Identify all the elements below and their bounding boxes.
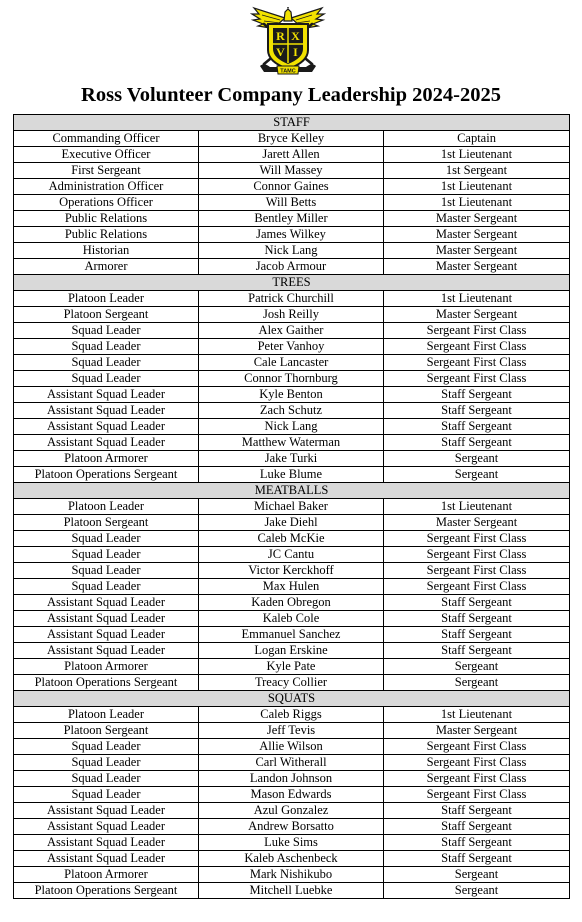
table-row	[14, 643, 570, 659]
rank-cell: Staff Sergeant	[384, 835, 570, 851]
position-cell: Squad Leader	[14, 371, 199, 387]
name-cell: Azul Gonzalez	[199, 803, 384, 819]
name-cell: Bryce Kelley	[199, 131, 384, 147]
name-cell: Connor Gaines	[199, 179, 384, 195]
rank-cell: Staff Sergeant	[384, 387, 570, 403]
name-cell: Zach Schutz	[199, 403, 384, 419]
section-title: STAFF	[14, 115, 570, 131]
position-cell: Assistant Squad Leader	[14, 835, 199, 851]
name-cell: Alex Gaither	[199, 323, 384, 339]
table-row	[14, 851, 570, 867]
position-cell: Commanding Officer	[14, 131, 199, 147]
table-row	[14, 371, 570, 387]
rank-cell: Sergeant First Class	[384, 787, 570, 803]
table-row	[14, 291, 570, 307]
rank-cell: 1st Lieutenant	[384, 499, 570, 515]
name-cell: Jacob Armour	[199, 259, 384, 275]
name-cell: Jeff Tevis	[199, 723, 384, 739]
position-cell: First Sergeant	[14, 163, 199, 179]
table-row	[14, 515, 570, 531]
position-cell: Assistant Squad Leader	[14, 643, 199, 659]
table-row	[14, 339, 570, 355]
position-cell: Squad Leader	[14, 563, 199, 579]
section-title: TREES	[14, 275, 570, 291]
position-cell: Platoon Sergeant	[14, 307, 199, 323]
table-row	[14, 835, 570, 851]
rank-cell: Sergeant First Class	[384, 531, 570, 547]
rank-cell: Staff Sergeant	[384, 403, 570, 419]
name-cell: Jarett Allen	[199, 147, 384, 163]
position-cell: Squad Leader	[14, 739, 199, 755]
position-cell: Assistant Squad Leader	[14, 387, 199, 403]
table-row	[14, 595, 570, 611]
name-cell: Jake Diehl	[199, 515, 384, 531]
name-cell: Logan Erskine	[199, 643, 384, 659]
table-row	[14, 403, 570, 419]
rank-cell: Master Sergeant	[384, 227, 570, 243]
position-cell: Executive Officer	[14, 147, 199, 163]
rank-cell: 1st Lieutenant	[384, 291, 570, 307]
table-row	[14, 195, 570, 211]
rank-cell: Sergeant	[384, 883, 570, 899]
rank-cell: Sergeant First Class	[384, 355, 570, 371]
position-cell: Assistant Squad Leader	[14, 595, 199, 611]
rank-cell: Sergeant	[384, 675, 570, 691]
table-row	[14, 563, 570, 579]
table-row	[14, 355, 570, 371]
table-row	[14, 531, 570, 547]
table-row	[14, 387, 570, 403]
name-cell: Landon Johnson	[199, 771, 384, 787]
position-cell: Platoon Operations Sergeant	[14, 883, 199, 899]
rank-cell: Staff Sergeant	[384, 595, 570, 611]
name-cell: Jake Turki	[199, 451, 384, 467]
table-row	[14, 131, 570, 147]
name-cell: Nick Lang	[199, 243, 384, 259]
rank-cell: Sergeant First Class	[384, 739, 570, 755]
position-cell: Platoon Leader	[14, 707, 199, 723]
name-cell: Matthew Waterman	[199, 435, 384, 451]
name-cell: Luke Sims	[199, 835, 384, 851]
rank-cell: Sergeant	[384, 659, 570, 675]
crest-ribbon-text: TAMC	[280, 68, 296, 75]
position-cell: Assistant Squad Leader	[14, 419, 199, 435]
rank-cell: 1st Lieutenant	[384, 179, 570, 195]
name-cell: Kaden Obregon	[199, 595, 384, 611]
position-cell: Platoon Leader	[14, 499, 199, 515]
table-row	[14, 227, 570, 243]
name-cell: Victor Kerckhoff	[199, 563, 384, 579]
name-cell: Carl Witherall	[199, 755, 384, 771]
position-cell: Operations Officer	[14, 195, 199, 211]
table-row	[14, 211, 570, 227]
table-row	[14, 307, 570, 323]
position-cell: Squad Leader	[14, 787, 199, 803]
rank-cell: 1st Lieutenant	[384, 707, 570, 723]
rank-cell: Sergeant First Class	[384, 323, 570, 339]
table-row	[14, 499, 570, 515]
table-row	[14, 467, 570, 483]
page-title: Ross Volunteer Company Leadership 2024-2025	[81, 84, 501, 106]
rank-cell: Sergeant First Class	[384, 579, 570, 595]
name-cell: James Wilkey	[199, 227, 384, 243]
position-cell: Historian	[14, 243, 199, 259]
position-cell: Platoon Leader	[14, 291, 199, 307]
position-cell: Assistant Squad Leader	[14, 611, 199, 627]
name-cell: Will Massey	[199, 163, 384, 179]
rank-cell: Staff Sergeant	[384, 419, 570, 435]
table-row	[14, 243, 570, 259]
name-cell: Connor Thornburg	[199, 371, 384, 387]
name-cell: Max Hulen	[199, 579, 384, 595]
rank-cell: Sergeant	[384, 467, 570, 483]
name-cell: Andrew Borsatto	[199, 819, 384, 835]
position-cell: Platoon Operations Sergeant	[14, 467, 199, 483]
table-row	[14, 867, 570, 883]
position-cell: Platoon Operations Sergeant	[14, 675, 199, 691]
rank-cell: Staff Sergeant	[384, 803, 570, 819]
name-cell: Mitchell Luebke	[199, 883, 384, 899]
table-row	[14, 419, 570, 435]
rank-cell: Sergeant	[384, 867, 570, 883]
name-cell: Josh Reilly	[199, 307, 384, 323]
position-cell: Administration Officer	[14, 179, 199, 195]
position-cell: Squad Leader	[14, 755, 199, 771]
table-row	[14, 723, 570, 739]
position-cell: Assistant Squad Leader	[14, 403, 199, 419]
rank-cell: Master Sergeant	[384, 211, 570, 227]
table-row	[14, 883, 570, 899]
ross-volunteers-crest-logo	[250, 6, 326, 76]
table-row	[14, 787, 570, 803]
rank-cell: Sergeant First Class	[384, 755, 570, 771]
name-cell: Allie Wilson	[199, 739, 384, 755]
section-header-meatballs	[14, 483, 570, 499]
table-row	[14, 675, 570, 691]
table-row	[14, 627, 570, 643]
position-cell: Public Relations	[14, 211, 199, 227]
section-header-staff	[14, 115, 570, 131]
name-cell: JC Cantu	[199, 547, 384, 563]
name-cell: Will Betts	[199, 195, 384, 211]
rank-cell: Master Sergeant	[384, 723, 570, 739]
section-header-squats	[14, 691, 570, 707]
leadership-table	[13, 114, 570, 899]
position-cell: Squad Leader	[14, 771, 199, 787]
table-row	[14, 803, 570, 819]
table-row	[14, 547, 570, 563]
rank-cell: 1st Lieutenant	[384, 147, 570, 163]
table-row	[14, 179, 570, 195]
position-cell: Squad Leader	[14, 547, 199, 563]
position-cell: Squad Leader	[14, 531, 199, 547]
name-cell: Patrick Churchill	[199, 291, 384, 307]
name-cell: Emmanuel Sanchez	[199, 627, 384, 643]
name-cell: Cale Lancaster	[199, 355, 384, 371]
rank-cell: Staff Sergeant	[384, 627, 570, 643]
rank-cell: Master Sergeant	[384, 307, 570, 323]
position-cell: Squad Leader	[14, 323, 199, 339]
rank-cell: Sergeant First Class	[384, 339, 570, 355]
name-cell: Kyle Pate	[199, 659, 384, 675]
position-cell: Platoon Armorer	[14, 451, 199, 467]
table-row	[14, 739, 570, 755]
table-row	[14, 259, 570, 275]
eagle-head-icon	[284, 9, 292, 21]
table-row	[14, 579, 570, 595]
position-cell: Platoon Sergeant	[14, 515, 199, 531]
name-cell: Michael Baker	[199, 499, 384, 515]
name-cell: Luke Blume	[199, 467, 384, 483]
name-cell: Kaleb Aschenbeck	[199, 851, 384, 867]
table-row	[14, 707, 570, 723]
position-cell: Assistant Squad Leader	[14, 803, 199, 819]
section-header-trees	[14, 275, 570, 291]
rank-cell: Staff Sergeant	[384, 819, 570, 835]
position-cell: Public Relations	[14, 227, 199, 243]
table-row	[14, 771, 570, 787]
position-cell: Assistant Squad Leader	[14, 627, 199, 643]
name-cell: Kyle Benton	[199, 387, 384, 403]
name-cell: Kaleb Cole	[199, 611, 384, 627]
table-row	[14, 163, 570, 179]
position-cell: Armorer	[14, 259, 199, 275]
rank-cell: Sergeant First Class	[384, 371, 570, 387]
rank-cell: Staff Sergeant	[384, 643, 570, 659]
rank-cell: Staff Sergeant	[384, 851, 570, 867]
rank-cell: Staff Sergeant	[384, 435, 570, 451]
rank-cell: 1st Lieutenant	[384, 195, 570, 211]
table-row	[14, 435, 570, 451]
rank-cell: 1st Sergeant	[384, 163, 570, 179]
position-cell: Assistant Squad Leader	[14, 819, 199, 835]
rank-cell: Sergeant	[384, 451, 570, 467]
name-cell: Peter Vanhoy	[199, 339, 384, 355]
rank-cell: Sergeant First Class	[384, 547, 570, 563]
table-row	[14, 323, 570, 339]
position-cell: Squad Leader	[14, 339, 199, 355]
section-title: SQUATS	[14, 691, 570, 707]
crest-letter-i: I	[293, 45, 298, 59]
position-cell: Assistant Squad Leader	[14, 435, 199, 451]
table-row	[14, 659, 570, 675]
table-row	[14, 451, 570, 467]
position-cell: Platoon Sergeant	[14, 723, 199, 739]
name-cell: Caleb McKie	[199, 531, 384, 547]
crest-letter-v: V	[276, 45, 285, 59]
name-cell: Mason Edwards	[199, 787, 384, 803]
rank-cell: Master Sergeant	[384, 515, 570, 531]
rank-cell: Master Sergeant	[384, 259, 570, 275]
name-cell: Bentley Miller	[199, 211, 384, 227]
rank-cell: Sergeant First Class	[384, 771, 570, 787]
table-row	[14, 147, 570, 163]
position-cell: Squad Leader	[14, 579, 199, 595]
crest-letter-x: X	[291, 29, 300, 43]
position-cell: Platoon Armorer	[14, 867, 199, 883]
rank-cell: Captain	[384, 131, 570, 147]
table-row	[14, 819, 570, 835]
position-cell: Assistant Squad Leader	[14, 851, 199, 867]
section-title: MEATBALLS	[14, 483, 570, 499]
table-row	[14, 611, 570, 627]
name-cell: Nick Lang	[199, 419, 384, 435]
name-cell: Treacy Collier	[199, 675, 384, 691]
rank-cell: Staff Sergeant	[384, 611, 570, 627]
name-cell: Mark Nishikubo	[199, 867, 384, 883]
rank-cell: Master Sergeant	[384, 243, 570, 259]
position-cell: Squad Leader	[14, 355, 199, 371]
crest-letter-r: R	[276, 29, 285, 43]
position-cell: Platoon Armorer	[14, 659, 199, 675]
table-row	[14, 755, 570, 771]
name-cell: Caleb Riggs	[199, 707, 384, 723]
rank-cell: Sergeant First Class	[384, 563, 570, 579]
